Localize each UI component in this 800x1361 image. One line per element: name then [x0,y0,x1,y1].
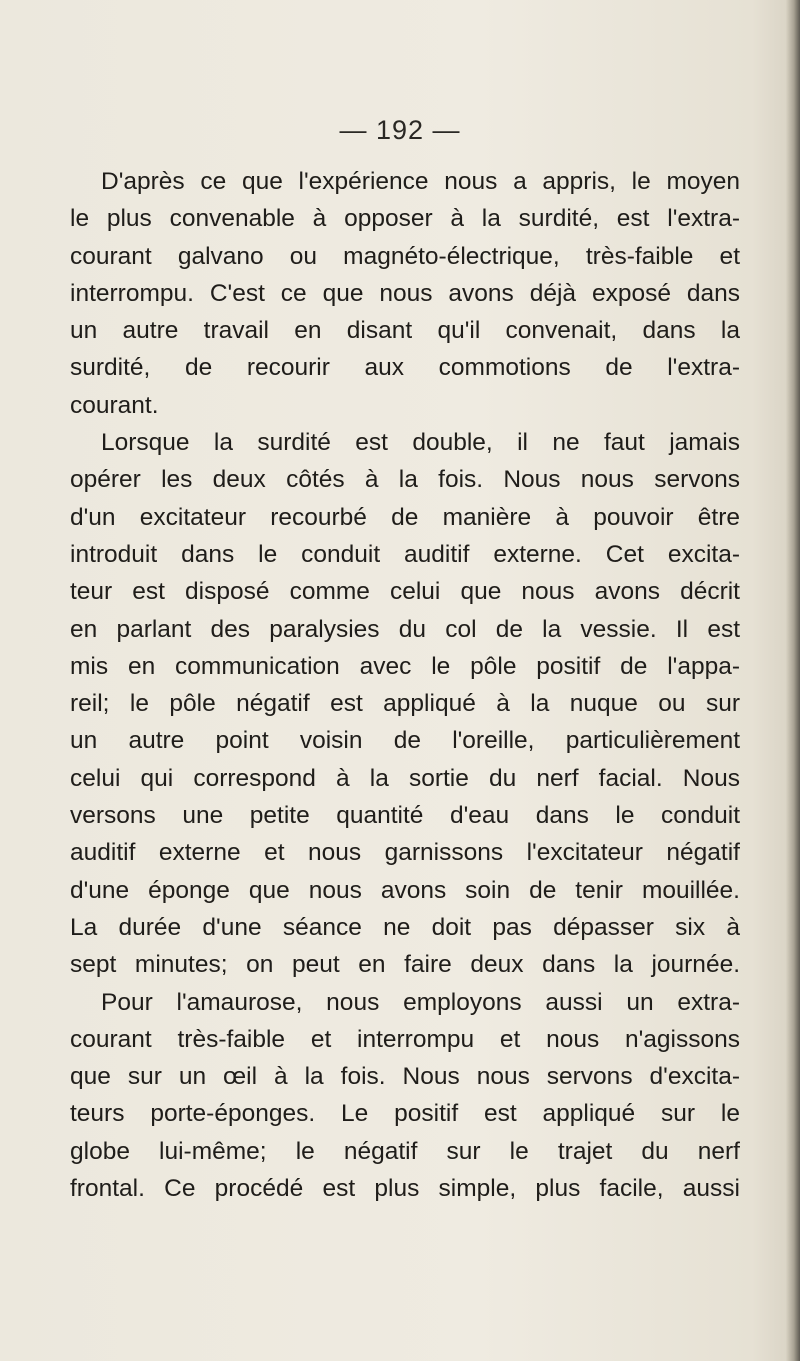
text-line: teurs porte-éponges. Le positif est appliqué sur le [70,1100,740,1128]
text-line: surdité, de recourir aux commotions de l'extra- [70,354,740,382]
text-line: interrompu. C'est ce que nous avons déjà exposé dans [70,279,740,307]
text-line: en parlant des paralysies du col de la vessie. Il est [70,615,740,643]
text-line: D'après ce que l'expérience nous a appris, le moyen [101,168,740,195]
text-line: mis en communication avec le pôle positif de l'appa- [70,652,740,680]
page-body-text [70,163,740,1207]
text-line: Lorsque la surdité est double, il ne faut jamais [101,429,740,457]
text-line: d'un excitateur recourbé de manière à pouvoir être [70,503,740,531]
text-line: La durée d'une séance ne doit pas dépasser six à [70,913,740,941]
text-line: auditif externe et nous garnissons l'excitateur négatif [70,839,740,867]
text-line: le plus convenable à opposer à la surdité, est l'extra- [70,205,740,233]
text-line: reil; le pôle négatif est appliqué à la nuque ou sur [70,690,740,718]
text-line: un autre point voisin de l'oreille, particulièrement [70,727,740,755]
text-line: un autre travail en disant qu'il convenait, dans la [70,317,740,345]
text-line: introduit dans le conduit auditif externe. Cet excita- [70,540,740,568]
text-line: que sur un œil à la fois. Nous nous servons d'excita- [70,1063,740,1091]
text-line: celui qui correspond à la sortie du nerf facial. Nous [70,764,740,792]
text-line: frontal. Ce procédé est plus simple, plus facile, aussi [70,1175,740,1203]
text-line: opérer les deux côtés à la fois. Nous nous servons [70,466,740,494]
text-line: d'une éponge que nous avons soin de tenir mouillée. [70,876,740,904]
text-line: courant galvano ou magnéto-électrique, très-faible et [70,242,740,270]
text-line: globe lui-même; le négatif sur le trajet du nerf [70,1137,740,1165]
text-line: versons une petite quantité d'eau dans le conduit [70,802,740,830]
page-number-header: — 192 — [339,115,461,145]
text-line: courant très-faible et interrompu et nous n'agissons [70,1025,740,1053]
text-line: sept minutes; on peut en faire deux dans la journée. [70,951,740,979]
text-line: teur est disposé comme celui que nous avons décrit [70,578,740,606]
page-binding-edge [786,0,800,1361]
text-line: courant. [70,391,159,419]
text-line: Pour l'amaurose, nous employons aussi un extra- [101,988,740,1016]
